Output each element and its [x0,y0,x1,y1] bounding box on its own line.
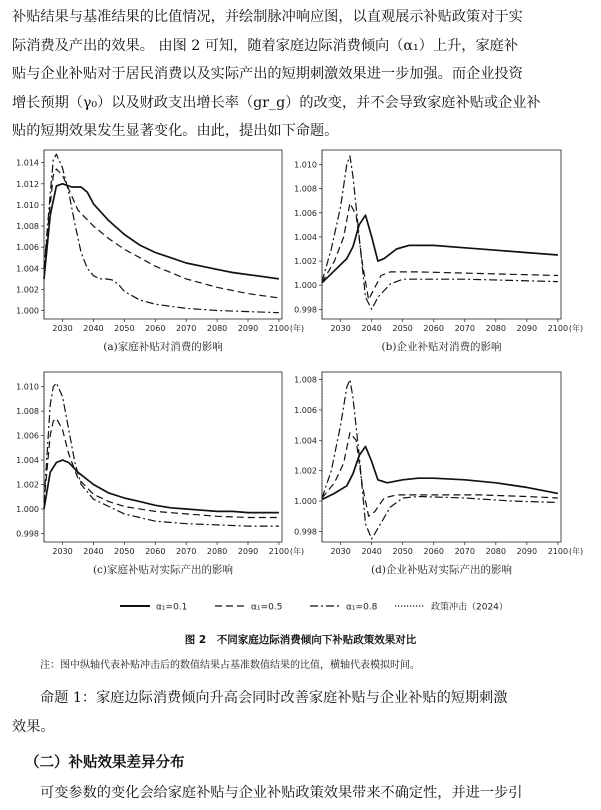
y-tick-label: 1.004 [16,264,39,274]
x-tick-label: 2100 [547,547,569,556]
chart-b [294,150,583,353]
section-heading: （二）补贴效果差异分布 [25,755,185,771]
x-tick-label: 2070 [176,324,197,333]
y-tick-label: 1.002 [16,480,39,490]
x-tick-label: 2080 [485,324,506,333]
x-tick-label: 2050 [114,324,135,333]
x-tick-label: 2070 [176,547,197,556]
y-tick-label: 1.010 [294,160,317,170]
x-tick-label: 2030 [52,324,73,333]
intro-line: 贴与企业补贴对于居民消费以及实际产出的短期刺激效果进一步加强。而企业投资 [12,66,523,82]
y-tick-label: 1.006 [294,208,317,218]
y-tick-label: 1.006 [16,243,39,253]
x-unit-label: (年) [568,547,584,556]
y-tick-label: 1.002 [16,285,39,295]
x-tick-label: 2030 [330,547,351,556]
x-tick-label: 2060 [423,324,444,333]
x-tick-label: 2070 [454,324,475,333]
x-tick-label: 2040 [83,547,104,556]
proposition-line: 效果。 [12,718,55,735]
y-tick-label: 1.000 [16,306,39,316]
x-unit-label: (年) [289,547,305,556]
y-tick-label: 1.012 [16,179,39,189]
x-tick-label: 2030 [52,547,73,556]
intro-line: 补贴结果与基准结果的比值情况，并绘制脉冲响应图，以直观展示补贴政策对于实 [12,9,523,25]
intro-line: 贴的短期效果发生显著变化。由此，提出如下命题。 [12,123,339,139]
y-tick-label: 1.004 [16,456,39,466]
chart-caption: (b)企业补贴对消费的影响 [381,341,502,353]
bottom-line: 可变参数的变化会给家庭补贴与企业补贴政策效果带来不确定性，并进一步引 [40,785,523,801]
intro-paragraph [12,3,594,146]
x-tick-label: 2050 [392,324,413,333]
plot-frame [322,150,561,319]
y-tick-label: 1.008 [16,222,39,232]
x-tick-label: 2100 [268,324,290,333]
figure-title: 图 2 不同家庭边际消费倾向下补贴政策效果对比 [184,634,417,646]
y-tick-label: 0.998 [16,529,39,539]
y-tick-label: 1.000 [294,497,317,507]
legend-label: α₁=0.1 [156,602,188,613]
x-tick-label: 2060 [145,324,166,333]
x-tick-label: 2090 [516,324,538,333]
chart-caption: (d)企业补贴对实际产出的影响 [371,564,512,576]
chart-a [16,150,304,353]
intro-line: 增长预期（γ₀）以及财政支出增长率（gr_g）的改变，并不会导致家庭补贴或企业补 [12,94,541,111]
plot-frame [44,150,282,319]
x-tick-label: 2070 [454,547,475,556]
x-tick-label: 2030 [330,324,351,333]
y-tick-label: 1.004 [294,232,317,242]
bottom-paragraph [12,779,594,808]
y-tick-label: 0.998 [294,305,317,315]
y-tick-label: 1.004 [294,436,317,446]
y-tick-label: 1.002 [294,466,317,476]
chart-c [16,372,304,576]
x-tick-label: 2080 [206,547,228,556]
x-tick-label: 2090 [237,324,259,333]
y-tick-label: 1.008 [294,184,317,194]
x-unit-label: (年) [568,324,584,333]
x-tick-label: 2060 [145,547,166,556]
x-tick-label: 2040 [83,324,104,333]
x-tick-label: 2100 [268,547,290,556]
y-tick-label: 1.000 [16,504,39,514]
legend-label: α₁=0.5 [251,602,283,613]
y-tick-label: 1.006 [294,405,317,415]
figure-2-charts [0,145,601,775]
legend-label: 政策冲击（2024） [431,602,508,613]
proposition-line: 命题 1：家庭边际消费倾向升高会同时改善家庭补贴与企业补贴的短期刺激 [40,690,508,706]
y-tick-label: 1.008 [16,407,39,417]
y-tick-label: 1.014 [16,158,39,168]
y-tick-label: 1.010 [16,382,39,392]
x-tick-label: 2100 [547,324,569,333]
y-tick-label: 1.008 [294,375,317,385]
legend-label: α₁=0.8 [346,602,378,613]
y-tick-label: 1.002 [294,257,317,267]
x-tick-label: 2050 [114,547,135,556]
x-tick-label: 2060 [423,547,444,556]
y-tick-label: 1.010 [16,200,39,210]
x-tick-label: 2050 [392,547,413,556]
x-tick-label: 2040 [361,324,382,333]
chart-d [294,372,583,576]
y-tick-label: 1.006 [16,431,39,441]
figure-note: 注：图中纵轴代表补贴冲击后的数值结果占基准数值结果的比值，横轴代表模拟时间。 [40,660,420,671]
x-tick-label: 2040 [361,547,382,556]
y-tick-label: 1.000 [294,281,317,291]
x-tick-label: 2090 [516,547,538,556]
x-unit-label: (年) [289,324,305,333]
y-tick-label: 0.998 [294,527,317,537]
x-tick-label: 2090 [237,547,259,556]
chart-caption: (c)家庭补贴对实际产出的影响 [92,564,234,576]
proposition-1 [12,684,594,741]
plot-frame [44,372,282,542]
intro-line: 际消费及产出的效果。 由图 2 可知，随着家庭边际消费倾向（α₁）上升，家庭补 [12,37,519,54]
x-tick-label: 2080 [206,324,228,333]
chart-caption: (a)家庭补贴对消费的影响 [103,341,223,353]
x-tick-label: 2080 [485,547,506,556]
chart-legend [120,601,508,613]
